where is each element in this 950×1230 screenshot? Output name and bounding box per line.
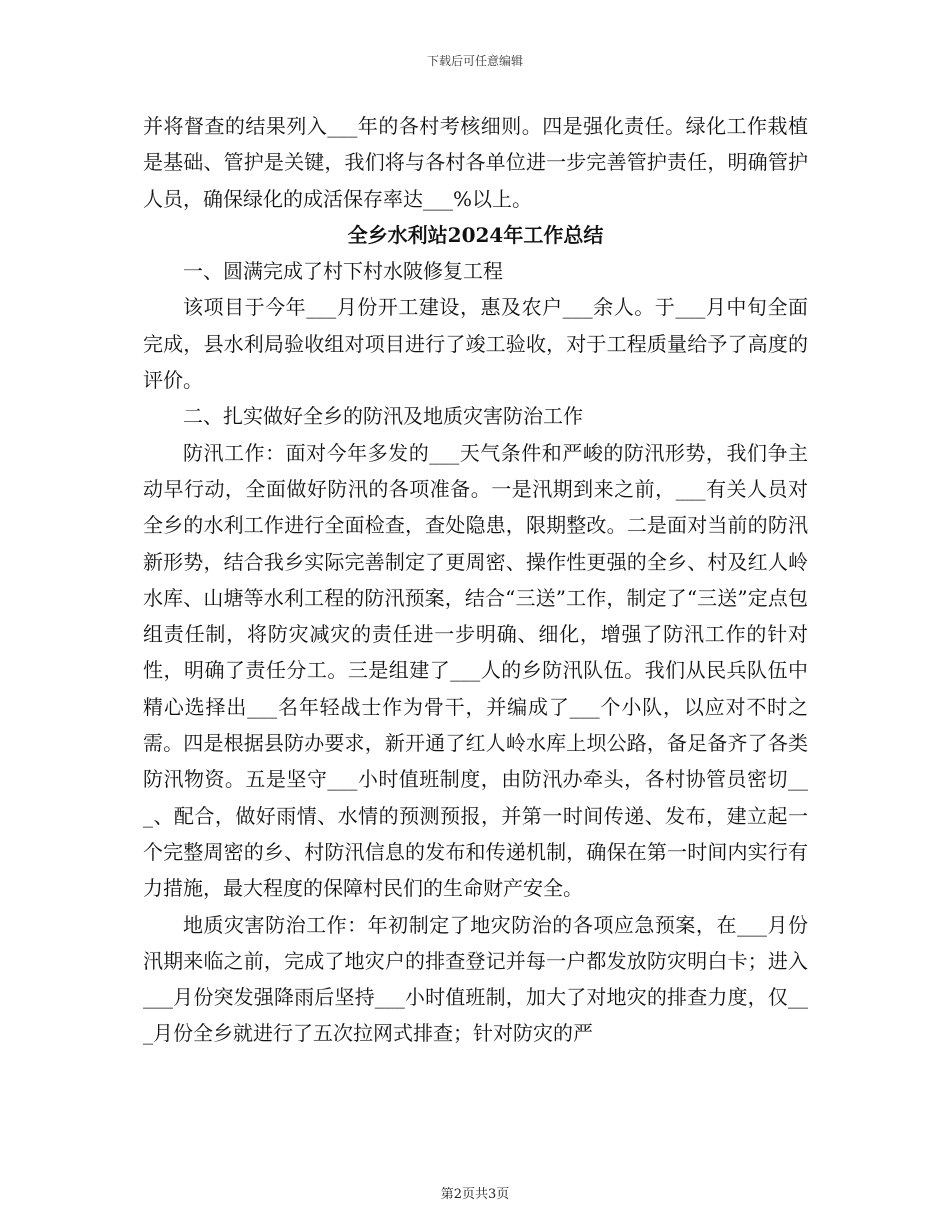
paragraph-flood-control: 防汛工作：面对今年多发的___天气条件和严峻的防汛形势，我们争主动早行动，全面做好防汛的各项准备。一是汛期到来之前，___有关人员对全乡的水利工作进行全面检查，查处隐患，限期整改。二是面对当前的防汛新形势，结合我乡实际完善制定了更周密、操作性更强的全乡、村及红人岭水库、山塘等水利工程的防汛预案，结合“三送”工作，制定了“三送”定点包组责任制，将防灾减灾的责任进一步明确、细化，增强了防汛工作的针对性，明确了责任分工。三是组建了___人的乡防汛队伍。我们从民兵队伍中精心选择出___名年轻战士作为骨干，并编成了___个小队，以应对不时之需。四是根据县防办要求，新开通了红人岭水库上坝公路，备足备齐了各类防汛物资。五是坚守___小时值班制度，由防汛办牵头，各村协管员密切___、配合，做好雨情、水情的预测预报，并第一时间传递、发布，建立起一个完整周密的乡、村防汛信息的发布和传递机制，确保在第一时间内实行有力措施，最大程度的保障村民们的生命财产安全。 — [143, 440, 808, 901]
paragraph-project: 该项目于今年___月份开工建设，惠及农户___余人。于___月中旬全面完成，县水利局验收组对项目进行了竣工验收，对于工程质量给予了高度的评价。 — [143, 295, 808, 393]
document-body — [143, 108, 808, 1052]
paragraph-geological-disaster: 地质灾害防治工作：年初制定了地灾防治的各项应急预案，在___月份汛期来临之前，完成了地灾户的排查登记并每一户都发放防灾明白卡；进入___月份突发强降雨后坚持___小时值班制，加大了对地灾的排查力度，仅___月份全乡就进行了五次拉网式排查；针对防灾的严 — [143, 912, 808, 1046]
paragraph-continuation: 并将督查的结果列入___年的各村考核细则。四是强化责任。绿化工作栽植是基础、管护是关键，我们将与各村各单位进一步完善管护责任，明确管护人员，确保绿化的成活保存率达___%以上。 — [143, 114, 808, 211]
section-title: 全乡水利站2024年工作总结 — [347, 222, 604, 247]
heading-item-1: 一、圆满完成了村下村水陂修复工程 — [183, 259, 503, 284]
heading-item-2: 二、扎实做好全乡的防汛及地质灾害防治工作 — [183, 404, 583, 429]
page-header: 下载后可任意编辑 — [426, 54, 523, 68]
page-footer: 第2页共3页 — [440, 1187, 510, 1202]
